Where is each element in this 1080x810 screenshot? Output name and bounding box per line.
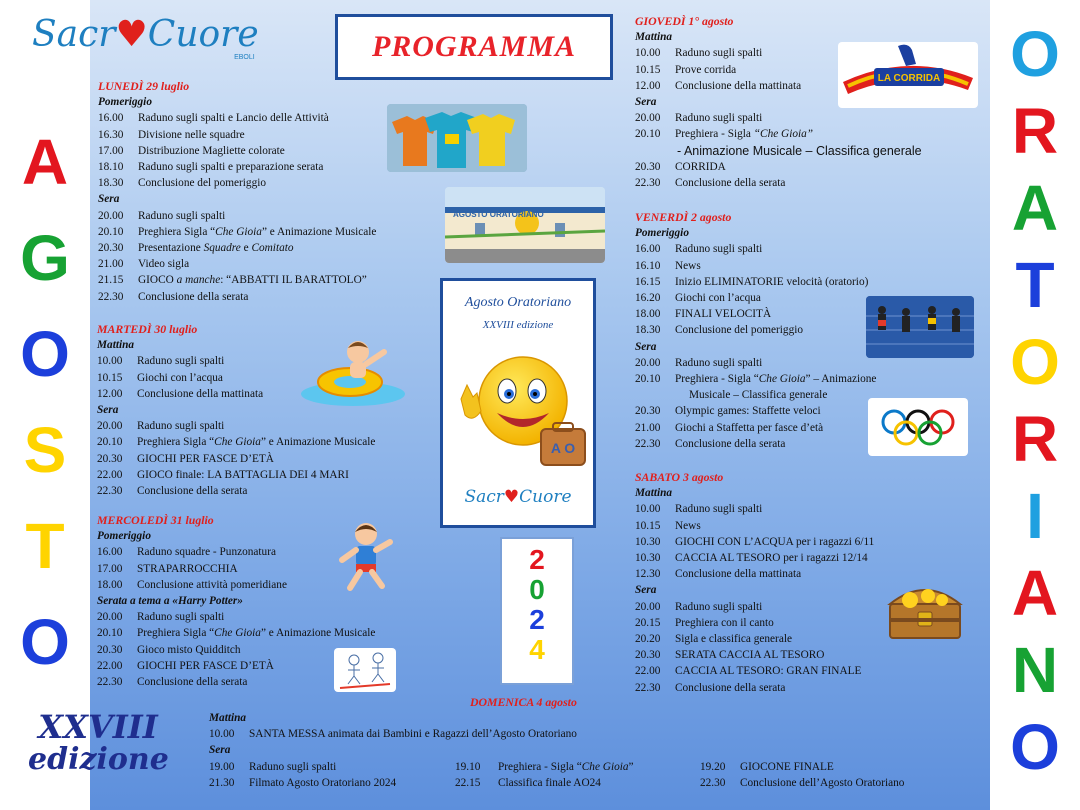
schedule-row (635, 599, 874, 615)
card-logo: Sacr♥Cuore (464, 487, 572, 507)
period-heading: Sera (209, 744, 231, 757)
schedule-row (635, 159, 922, 175)
corrida-sign: LA CORRIDA (877, 73, 941, 84)
time-label: 18.00 (97, 578, 123, 591)
period-heading: Sera (635, 96, 657, 109)
activity-label: Conclusione del pomeriggio (138, 177, 267, 190)
sunday-day-heading: DOMENICA 4 agosto (470, 695, 577, 709)
schedule-row: 20.30 Presentazione Squadre e Comitato (98, 242, 294, 255)
schedule-row (635, 175, 922, 191)
schedule-row (635, 615, 874, 631)
sunday-evening-col2 (455, 759, 634, 791)
activity-label: Distribuzione Magliette colorate (138, 144, 285, 157)
schedule-row (209, 759, 396, 775)
smiley-mascot-icon (453, 349, 589, 473)
day-heading: LUNEDÌ 29 luglio (98, 79, 190, 93)
building-sign: AGOSTO ORATORIANO (453, 210, 544, 219)
year-digit: 2 (529, 604, 545, 635)
activity-label: GIOCHI PER FASCE D’ETÀ (137, 659, 274, 672)
heart-cross-icon: ♥ (503, 487, 520, 507)
day-heading: GIOVEDÌ 1° agosto (635, 14, 734, 28)
activity-label: SERATA CACCIA AL TESORO (675, 649, 825, 662)
activity-label: Conclusione della mattinata (675, 568, 802, 581)
activity-label: News (675, 519, 701, 532)
quidditch-sketch-image (334, 648, 396, 692)
title-letter: R (1011, 95, 1059, 167)
schedule-row: 20.10 Preghiera - Sigla “Che Gioia” (635, 128, 814, 141)
period-heading: Mattina (97, 339, 135, 352)
activity-label: Conclusione della serata (675, 177, 786, 190)
year-box (500, 537, 574, 685)
time-label: 10.15 (97, 371, 123, 384)
sunday-evening-col1 (209, 759, 396, 791)
time-label: 18.00 (635, 308, 661, 321)
day-heading: SABATO 3 agosto (635, 470, 724, 484)
oratory-building-photo (445, 187, 605, 263)
time-label: 19.20 (700, 761, 726, 773)
title-letter: O (1010, 18, 1060, 90)
year-digit: 4 (529, 634, 545, 665)
edition-label: XXVIII edizione (28, 708, 169, 777)
tshirts-photo (387, 104, 527, 172)
schedule-row (97, 483, 375, 499)
time-label: 12.00 (635, 79, 661, 92)
schedule-row (635, 403, 876, 419)
activity-label: GIOCHI CON L’ACQUA per i ragazzi 6/11 (675, 535, 875, 548)
time-label: 17.00 (98, 144, 124, 157)
schedule-row (209, 775, 396, 791)
swimming-kid-icon (300, 336, 406, 408)
activity-label: Conclusione della mattinata (675, 79, 802, 92)
activity-label: Giochi a Staffetta per fasce d’età (675, 421, 824, 434)
schedule-row: 20.10 Preghiera Sigla “Che Gioia” e Animazione Musicale (98, 225, 377, 238)
schedule-row (97, 467, 375, 483)
activity-label: Olympic games: Staffette veloci (675, 405, 821, 418)
schedule-row (635, 306, 876, 322)
time-label: 16.20 (635, 292, 661, 305)
schedule-row: 20.00 Raduno sugli spalti (97, 611, 225, 624)
title-letter: I (1026, 480, 1044, 552)
activity-label: CACCIA AL TESORO: GRAN FINALE (675, 665, 862, 678)
schedule-row: 22.30 Conclusione della serata (98, 290, 249, 303)
schedule-row (98, 110, 376, 126)
schedule-row (700, 775, 904, 791)
title-letter: A (1011, 172, 1059, 244)
year-digit: 2 (529, 544, 545, 575)
left-side-column (0, 0, 90, 810)
activity-label: Raduno sugli spalti (675, 503, 763, 516)
schedule-row (635, 241, 876, 257)
page-title: PROGRAMMA (335, 14, 613, 80)
schedule-row: 20.00 Raduno sugli spalti (97, 420, 225, 433)
time-label: 12.30 (635, 568, 661, 581)
activity-label: Giochi con l’acqua (675, 292, 761, 305)
schedule-row: 21.15 GIOCO a manche: “ABBATTI IL BARATTOLO” (98, 274, 367, 287)
time-label: 18.30 (635, 324, 661, 337)
activity-label: Gioco misto Quidditch (137, 643, 241, 656)
schedule-row (635, 274, 876, 290)
day-heading: MERCOLEDÌ 31 luglio (97, 513, 214, 527)
activity-label: Conclusione del pomeriggio (675, 324, 804, 337)
time-label: 16.00 (97, 546, 123, 559)
activity-label: Inizio ELIMINATORIE velocità (oratorio) (675, 275, 869, 288)
title-letter: O (20, 318, 70, 390)
card-subtitle: XXVIII edizione (482, 319, 554, 331)
sunday-schedule (209, 710, 577, 759)
period-heading: Pomeriggio (97, 530, 151, 543)
card-title: Agosto Oratoriano (464, 295, 572, 310)
time-label: 18.30 (98, 177, 124, 190)
schedule-row: 20.00 Raduno sugli spalti (635, 356, 763, 369)
title-letter: R (1011, 403, 1059, 475)
activity-label: GIOCHI PER FASCE D’ETÀ (137, 452, 274, 465)
activity-label: Conclusione della mattinata (137, 387, 264, 400)
logo-subtitle: EBOLI (234, 54, 255, 61)
sprinters-photo (866, 296, 974, 358)
activity-label: GIOCO finale: LA BATTAGLIA DEI 4 MARI (137, 468, 349, 481)
time-label: 18.10 (98, 161, 124, 174)
time-label: 22.00 (97, 468, 123, 481)
schedule-row: 21.00 Video sigla (98, 258, 190, 271)
period-heading: Mattina (635, 487, 673, 500)
schedule-row (635, 534, 874, 550)
schedule-row (97, 577, 375, 593)
activity-label: STRAPARROCCHIA (137, 562, 238, 575)
schedule-row (97, 544, 375, 560)
time-label: 12.00 (97, 387, 123, 400)
title-letter: O (1010, 711, 1060, 783)
period-heading: Serata a tema a «Harry Potter» (97, 595, 243, 608)
time-label: 20.30 (97, 452, 123, 465)
title-letter: A (21, 126, 69, 198)
schedule-row (635, 436, 876, 452)
heart-cross-icon: ♥ (115, 14, 148, 55)
time-label: 10.15 (635, 63, 661, 76)
time-label: 16.10 (635, 259, 661, 272)
schedule-row (635, 647, 874, 663)
schedule-row (635, 518, 874, 534)
activity-label: Conclusione della serata (675, 681, 786, 694)
sunday-evening-col3 (700, 759, 904, 791)
activity-label: Raduno sugli spalti (675, 600, 763, 613)
time-label: 22.30 (635, 681, 661, 694)
activity-label: Conclusione della serata (137, 485, 248, 498)
sacro-cuore-logo: Sacr♥Cuore EBOLI (32, 14, 259, 61)
period-heading: Sera (635, 340, 657, 353)
activity-label: Conclusione dell’Agosto Oratoriano (740, 777, 905, 790)
title-letter: N (1011, 634, 1059, 706)
schedule-row: 20.10 Preghiera - Sigla “Che Gioia” – Animazione (635, 373, 877, 386)
schedule-row: 19.10 Preghiera - Sigla “Che Gioia” (455, 761, 634, 773)
time-label: 22.30 (635, 437, 661, 450)
suitcase-label: A O (550, 440, 576, 456)
activity-label: FINALI VELOCITÀ (675, 308, 772, 321)
schedule-row (635, 663, 874, 679)
schedule-row (635, 501, 874, 517)
time-label: 20.00 (98, 209, 124, 222)
activity-label: CACCIA AL TESORO per i ragazzi 12/14 (675, 552, 868, 565)
schedule-row (635, 566, 874, 582)
title-letter: A (1011, 557, 1059, 629)
time-label: 22.30 (97, 485, 123, 498)
schedule-row (97, 561, 375, 577)
activity-label: Giochi con l’acqua (137, 371, 223, 384)
schedule-row: 20.10 Preghiera Sigla “Che Gioia” e Animazione Musicale (97, 627, 376, 640)
activity-label: GIOCONE FINALE (740, 761, 834, 773)
time-label: 17.00 (97, 562, 123, 575)
time-label: 10.00 (635, 503, 661, 516)
time-label: 16.15 (635, 275, 661, 288)
schedule-row-continued: Musicale – Classifica generale (689, 389, 828, 402)
time-label: 21.00 (635, 421, 661, 434)
title-letter: O (20, 606, 70, 678)
schedule-row (98, 143, 376, 159)
activity-label: Raduno sugli spalti (675, 47, 763, 60)
period-heading: Sera (97, 404, 119, 417)
treasure-chest-icon (882, 574, 968, 644)
schedule-row (635, 680, 874, 696)
time-label: 22.00 (635, 665, 661, 678)
time-label: 16.30 (98, 128, 124, 141)
time-label: 20.20 (635, 633, 661, 646)
activity-label: Raduno sugli spalti e Lancio delle Attività (138, 112, 329, 125)
agosto-oratoriano-card (440, 278, 596, 528)
title-letter: G (20, 222, 70, 294)
activity-label: Raduno sugli spalti (675, 243, 763, 256)
year-digit: 0 (529, 574, 545, 605)
time-label: 10.30 (635, 552, 661, 565)
friday-schedule (635, 209, 876, 452)
period-heading: Mattina (635, 31, 673, 44)
schedule-row: 20.00 Raduno sugli spalti (635, 112, 763, 125)
saturday-schedule (635, 469, 874, 696)
activity-label: Filmato Agosto Oratoriano 2024 (249, 777, 397, 790)
title-letter: S (23, 414, 67, 486)
activity-label: Conclusione attività pomeridiane (137, 578, 287, 591)
day-heading: VENERDÌ 2 agosto (635, 210, 732, 224)
time-label: 22.30 (97, 676, 123, 689)
time-label: 10.00 (635, 47, 661, 60)
time-label: 19.00 (209, 761, 235, 773)
monday-schedule (98, 78, 376, 305)
title-letter: T (25, 510, 65, 582)
schedule-row (98, 127, 376, 143)
la-corrida-logo (838, 42, 978, 108)
title-letter: T (1015, 249, 1055, 321)
activity-label: Raduno sugli spalti e preparazione serata (138, 161, 324, 174)
time-label: 10.30 (635, 535, 661, 548)
schedule-row (98, 208, 376, 224)
activity-label: Raduno sugli spalti (249, 761, 337, 773)
period-heading: Pomeriggio (635, 227, 689, 240)
olympic-flag-image (868, 398, 968, 456)
time-label: 10.15 (635, 519, 661, 532)
title-letter: O (1010, 326, 1060, 398)
schedule-row: 20.10 Preghiera Sigla “Che Gioia” e Animazione Musicale (97, 436, 376, 449)
schedule-row (98, 159, 376, 175)
day-heading: MARTEDÌ 30 luglio (97, 322, 198, 336)
schedule-row: 10.00 SANTA MESSA animata dai Bambini e Ragazzi dell’Agosto Oratoriano (209, 728, 577, 741)
activity-label: Raduno squadre - Punzonatura (137, 546, 276, 559)
activity-label: Prove corrida (675, 63, 737, 76)
period-heading: Sera (98, 193, 120, 206)
time-label: 20.30 (635, 160, 661, 173)
schedule-row (635, 631, 874, 647)
schedule-row (635, 290, 876, 306)
schedule-row (98, 175, 376, 191)
activity-label: CORRIDA (675, 160, 726, 173)
activity-label: News (675, 259, 701, 272)
schedule-row (635, 258, 876, 274)
activity-label: Sigla e classifica generale (675, 633, 792, 646)
time-label: 20.30 (635, 649, 661, 662)
time-label: 21.30 (209, 777, 235, 790)
time-label: 20.00 (635, 600, 661, 613)
schedule-row (635, 420, 876, 436)
activity-label: Conclusione della serata (137, 676, 248, 689)
time-label: 22.30 (700, 777, 726, 790)
time-label: 16.00 (635, 243, 661, 256)
schedule-row (635, 550, 874, 566)
period-heading: Pomeriggio (98, 96, 152, 109)
schedule-row: 22.15 Classifica finale AO24 (455, 777, 601, 790)
activity-label: Divisione nelle squadre (138, 128, 245, 141)
schedule-row (97, 451, 375, 467)
time-label: 20.30 (635, 405, 661, 418)
activity-label: Preghiera con il canto (675, 616, 774, 629)
schedule-row (700, 759, 904, 775)
time-label: 16.00 (98, 112, 124, 125)
running-kid-icon (336, 520, 396, 594)
schedule-row (635, 322, 876, 338)
activity-label: Raduno sugli spalti (137, 355, 225, 368)
time-label: 22.30 (635, 177, 661, 190)
time-label: 10.00 (97, 355, 123, 368)
period-heading: Sera (635, 584, 657, 597)
activity-label: Raduno sugli spalti (138, 209, 226, 222)
time-label: 20.30 (97, 643, 123, 656)
schedule-row-continued: - Animazione Musicale – Classifica generale (677, 143, 922, 158)
period-heading: Mattina (209, 712, 247, 724)
time-label: 22.00 (97, 659, 123, 672)
time-label: 20.15 (635, 616, 661, 629)
activity-label: Conclusione della serata (675, 437, 786, 450)
